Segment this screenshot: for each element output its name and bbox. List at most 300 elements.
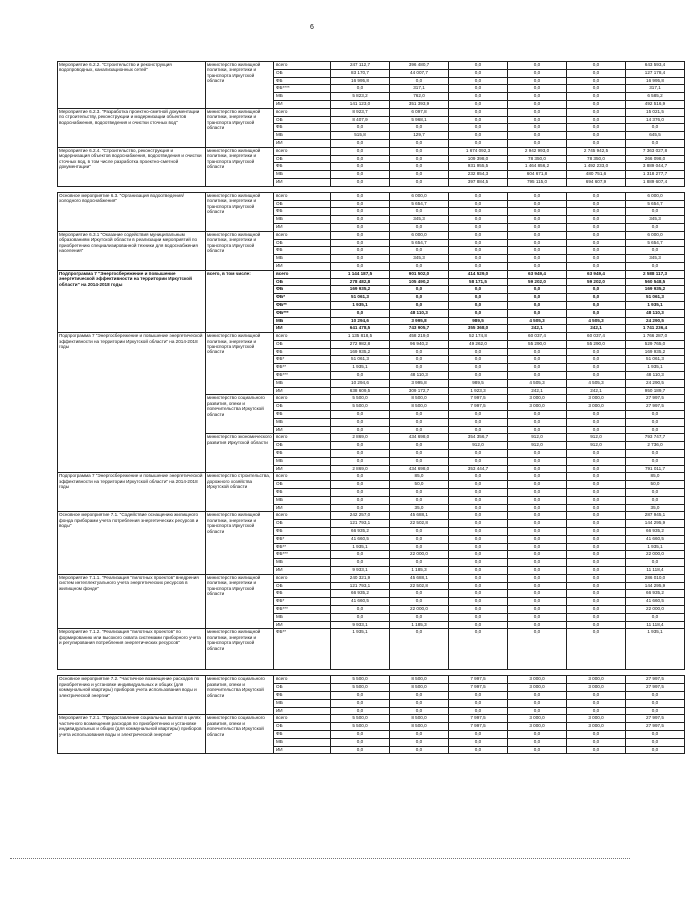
amount-cell: 0,0 <box>331 442 390 450</box>
amount-cell: 414 529,0 <box>449 270 508 278</box>
amount-cell: 0,0 <box>626 691 685 699</box>
amount-cell: 0,0 <box>390 629 449 670</box>
amount-cell: 0,0 <box>449 457 508 465</box>
funding-source-cell: МБ <box>274 317 331 325</box>
amount-cell: 0,0 <box>508 574 567 582</box>
amount-cell: 0,0 <box>331 255 390 263</box>
program-name-cell: Подпрограмма 7 "Энергосбережение и повышение энергетической эффективности на территории Иркутской области" на 2014-2018 годы <box>58 270 206 332</box>
funding-source-cell: ОБ <box>274 403 331 411</box>
amount-cell: 0,0 <box>331 450 390 458</box>
amount-cell: 0,0 <box>567 262 626 270</box>
amount-cell: 0,0 <box>567 77 626 85</box>
amount-cell: 0,0 <box>331 707 390 715</box>
amount-cell: 247 112,7 <box>331 62 390 70</box>
funding-source-cell: ФБ <box>274 528 331 536</box>
amount-cell: 0,0 <box>449 559 508 567</box>
amount-cell: 35,0 <box>390 504 449 512</box>
amount-cell: 345,3 <box>390 216 449 224</box>
amount-cell: 643 593,4 <box>626 62 685 70</box>
amount-cell: 0,0 <box>331 699 390 707</box>
funding-source-cell: ФБ** <box>274 364 331 372</box>
amount-cell: 0,0 <box>567 730 626 738</box>
amount-cell: 0,0 <box>331 139 390 147</box>
amount-cell: 0,0 <box>331 496 390 504</box>
amount-cell: 0,0 <box>567 691 626 699</box>
amount-cell: 0,0 <box>508 108 567 116</box>
funding-source-cell: ИИ <box>274 139 331 147</box>
amount-cell: 0,0 <box>508 356 567 364</box>
table-row <box>58 192 685 200</box>
amount-cell: 14 376,0 <box>626 116 685 124</box>
amount-cell: 0,0 <box>508 613 567 621</box>
funding-source-cell: ФБ <box>274 730 331 738</box>
amount-cell: 912,0 <box>567 442 626 450</box>
amount-cell: 55 290,0 <box>508 340 567 348</box>
funding-source-cell: МБ <box>274 613 331 621</box>
executor-cell: министерство социального развития, опеки и попечительства Иркутской области <box>206 715 274 754</box>
amount-cell: 0,0 <box>508 192 567 200</box>
amount-cell: 0,0 <box>390 613 449 621</box>
amount-cell: 51 061,3 <box>331 356 390 364</box>
amount-cell: 0,0 <box>390 364 449 372</box>
amount-cell: 85,0 <box>390 473 449 481</box>
amount-cell: 0,0 <box>449 93 508 101</box>
funding-source-cell: ИИ <box>274 746 331 754</box>
amount-cell: 11 118,4 <box>626 567 685 575</box>
amount-cell: 0,0 <box>331 192 390 200</box>
table-row <box>58 676 685 684</box>
amount-cell: 0,0 <box>508 605 567 613</box>
program-name-cell: Мероприятие 6.2.3. "Разработка проектно-сметной документации по строительству, реконструкции и модернизации объектов водоснабжения, водоотведения и очистки сточных вод" <box>58 108 206 147</box>
amount-cell: 0,0 <box>567 411 626 419</box>
program-name-cell: Мероприятие 7.1.1. "Реализация "пилотных проектов" внедрения систем интеллектуального учета энергетических ресурсов в жилищном фонде" <box>58 574 206 629</box>
amount-cell: 3 000,0 <box>567 715 626 723</box>
funding-source-cell: ОБ <box>274 200 331 208</box>
amount-cell: 0,0 <box>508 239 567 247</box>
amount-cell: 0,0 <box>567 139 626 147</box>
amount-cell: 0,0 <box>508 730 567 738</box>
amount-cell: 105 490,2 <box>390 278 449 286</box>
amount-cell: 0,0 <box>567 543 626 551</box>
amount-cell: 0,0 <box>567 746 626 754</box>
amount-cell: 0,0 <box>331 605 390 613</box>
amount-cell: 0,0 <box>449 348 508 356</box>
amount-cell: 0,0 <box>390 262 449 270</box>
amount-cell: 0,0 <box>449 116 508 124</box>
budget-table <box>57 61 685 754</box>
amount-cell: 0,0 <box>567 590 626 598</box>
funding-source-cell: МБ <box>274 418 331 426</box>
table-row <box>58 715 685 723</box>
funding-source-cell: ИИ <box>274 100 331 108</box>
amount-cell: 27 997,5 <box>626 395 685 403</box>
amount-cell: 3 000,0 <box>567 723 626 731</box>
amount-cell: 0,0 <box>331 426 390 434</box>
amount-cell: 0,0 <box>567 372 626 380</box>
amount-cell: 286 010,0 <box>626 574 685 582</box>
amount-cell: 0,0 <box>331 411 390 419</box>
amount-cell: 48 110,3 <box>390 372 449 380</box>
amount-cell: 0,0 <box>449 629 508 670</box>
amount-cell: 3 000,0 <box>567 684 626 692</box>
amount-cell: 0,0 <box>567 116 626 124</box>
amount-cell: 0,0 <box>449 239 508 247</box>
amount-cell: 3 000,0 <box>508 715 567 723</box>
amount-cell: 6 000,0 <box>390 231 449 239</box>
amount-cell: 0,0 <box>449 108 508 116</box>
amount-cell: 762,0 <box>390 93 449 101</box>
program-name-cell: Мероприятие 7.2.1. "Предоставление социальных выплат в целях частичного возмещения расходов по приобретению и установке индивидуальных и общих (для коммунальной квартиры) приборов учета использования воды и электрической энергии" <box>58 715 206 754</box>
amount-cell: 0,0 <box>567 496 626 504</box>
amount-cell: 0,0 <box>331 551 390 559</box>
funding-source-cell: МБ <box>274 132 331 140</box>
amount-cell: 0,0 <box>449 481 508 489</box>
amount-cell: 0,0 <box>567 69 626 77</box>
amount-cell: 266 098,0 <box>626 155 685 163</box>
funding-source-cell: всего <box>274 147 331 155</box>
amount-cell: 49 262,0 <box>449 340 508 348</box>
funding-source-cell: всего <box>274 62 331 70</box>
amount-cell: 63 949,4 <box>508 270 567 278</box>
amount-cell: 0,0 <box>508 348 567 356</box>
amount-cell: 141 123,0 <box>331 100 390 108</box>
amount-cell: 0,0 <box>449 286 508 294</box>
amount-cell: 0,0 <box>508 286 567 294</box>
amount-cell: 0,0 <box>390 590 449 598</box>
funding-source-cell: ФБ* <box>274 356 331 364</box>
amount-cell: 694 607,9 <box>567 178 626 186</box>
amount-cell: 0,0 <box>567 426 626 434</box>
amount-cell: 8 500,0 <box>390 403 449 411</box>
amount-cell: 127 178,4 <box>626 69 685 77</box>
amount-cell: 0,0 <box>449 262 508 270</box>
amount-cell: 7 997,5 <box>449 403 508 411</box>
funding-source-cell: МБ <box>274 699 331 707</box>
funding-source-cell: ОБ <box>274 239 331 247</box>
amount-cell: 0,0 <box>331 309 390 317</box>
amount-cell: 5 654,7 <box>390 200 449 208</box>
table-row <box>58 270 685 278</box>
amount-cell: 0,0 <box>331 473 390 481</box>
amount-cell: 27 997,5 <box>626 676 685 684</box>
amount-cell: 0,0 <box>331 559 390 567</box>
amount-cell: 0,0 <box>508 85 567 93</box>
funding-source-cell: ИИ <box>274 178 331 186</box>
amount-cell: 0,0 <box>508 93 567 101</box>
program-name-cell: Подпрограмма 7 "Энергосбережение и повышение энергетической эффективности на территории Иркутской области" на 2014-2018 годы <box>58 333 206 473</box>
funding-source-cell: ФБ* <box>274 535 331 543</box>
amount-cell: 0,0 <box>449 426 508 434</box>
amount-cell: 0,0 <box>567 301 626 309</box>
amount-cell: 1 935,1 <box>626 629 685 670</box>
amount-cell: 0,0 <box>567 418 626 426</box>
amount-cell: 0,0 <box>626 139 685 147</box>
amount-cell: 0,0 <box>567 124 626 132</box>
amount-cell: 0,0 <box>390 294 449 302</box>
amount-cell: 0,0 <box>626 730 685 738</box>
table-row <box>58 147 685 155</box>
funding-source-cell: МБ <box>274 496 331 504</box>
amount-cell: 0,0 <box>508 707 567 715</box>
funding-source-cell: всего <box>274 192 331 200</box>
funding-source-cell: ФБ <box>274 286 331 294</box>
funding-source-cell: ФБ <box>274 208 331 216</box>
amount-cell: 7 363 027,8 <box>626 147 685 155</box>
amount-cell: 0,0 <box>626 496 685 504</box>
amount-cell: 5 654,7 <box>626 200 685 208</box>
amount-cell: 7 997,5 <box>449 684 508 692</box>
amount-cell: 604 671,8 <box>508 171 567 179</box>
amount-cell: 58 171,5 <box>449 278 508 286</box>
amount-cell: 0,0 <box>567 85 626 93</box>
amount-cell: 6 000,0 <box>390 192 449 200</box>
funding-source-cell: ИИ <box>274 567 331 575</box>
executor-cell: министерство социального развития, опеки и попечительства Иркутской области <box>206 395 274 434</box>
amount-cell: 41 660,5 <box>331 598 390 606</box>
amount-cell: 0,0 <box>390 707 449 715</box>
amount-cell: 0,0 <box>449 69 508 77</box>
amount-cell: 121 793,1 <box>331 582 390 590</box>
amount-cell: 0,0 <box>449 139 508 147</box>
amount-cell: 3 889 044,7 <box>626 163 685 171</box>
amount-cell: 6 097,8 <box>390 108 449 116</box>
executor-cell: министерство жилищной политики, энергетики и транспорта Иркутской области <box>206 333 274 395</box>
amount-cell: 41 660,5 <box>331 535 390 543</box>
amount-cell: 0,0 <box>449 62 508 70</box>
amount-cell: 0,0 <box>331 372 390 380</box>
amount-cell: 0,0 <box>390 139 449 147</box>
amount-cell: 5 654,7 <box>390 239 449 247</box>
amount-cell: 0,0 <box>390 489 449 497</box>
amount-cell: 4 505,3 <box>508 317 567 325</box>
amount-cell: 0,0 <box>626 707 685 715</box>
funding-source-cell: всего <box>274 395 331 403</box>
amount-cell: 1 464 856,2 <box>508 163 567 171</box>
amount-cell: 1 935,1 <box>626 543 685 551</box>
amount-cell: 0,0 <box>331 208 390 216</box>
table-row <box>58 473 685 481</box>
table-row <box>58 574 685 582</box>
amount-cell: 22 000,0 <box>390 605 449 613</box>
amount-cell: 52 174,8 <box>449 333 508 341</box>
scan-edge-line <box>10 858 630 859</box>
funding-source-cell: всего <box>274 473 331 481</box>
amount-cell: 3 000,0 <box>567 403 626 411</box>
amount-cell: 0,0 <box>449 746 508 754</box>
amount-cell: 8 500,0 <box>390 395 449 403</box>
amount-cell: 0,0 <box>567 100 626 108</box>
amount-cell: 0,0 <box>567 255 626 263</box>
amount-cell: 51 061,3 <box>331 294 390 302</box>
amount-cell: 0,0 <box>508 535 567 543</box>
amount-cell: 0,0 <box>390 450 449 458</box>
program-name-cell: Мероприятие 6.2.4. "Строительство, реконструкция и модернизация объектов водоснабжения, водоотведения и очистки сточных вод, в том числе разработка проектно-сметной документации" <box>58 147 206 186</box>
amount-cell: 59 202,0 <box>508 278 567 286</box>
funding-source-cell: ОБ <box>274 481 331 489</box>
amount-cell: 5 968,1 <box>390 116 449 124</box>
amount-cell: 0,0 <box>626 746 685 754</box>
amount-cell: 63 949,4 <box>567 270 626 278</box>
amount-cell: 317,1 <box>390 85 449 93</box>
amount-cell: 8 923,7 <box>331 108 390 116</box>
executor-cell: министерство жилищной политики, энергетики и транспорта Иркутской области <box>206 629 274 670</box>
amount-cell: 0,0 <box>390 208 449 216</box>
amount-cell: 287 945,1 <box>626 512 685 520</box>
amount-cell: 0,0 <box>508 216 567 224</box>
amount-cell: 0,0 <box>567 738 626 746</box>
amount-cell: 0,0 <box>508 426 567 434</box>
executor-cell: министерство экономического развития Иркутской области <box>206 434 274 473</box>
amount-cell: 0,0 <box>567 223 626 231</box>
amount-cell: 345,3 <box>626 255 685 263</box>
amount-cell: 0,0 <box>508 364 567 372</box>
amount-cell: 0,0 <box>331 85 390 93</box>
amount-cell: 351 393,9 <box>390 100 449 108</box>
amount-cell: 791 011,7 <box>626 465 685 473</box>
amount-cell: 242,1 <box>567 387 626 395</box>
funding-source-cell: всего <box>274 512 331 520</box>
amount-cell: 0,0 <box>449 132 508 140</box>
amount-cell: 0,0 <box>331 239 390 247</box>
amount-cell: 5 823,2 <box>331 93 390 101</box>
amount-cell: 743 905,7 <box>390 325 449 333</box>
funding-source-cell: МБ <box>274 171 331 179</box>
amount-cell: 0,0 <box>390 124 449 132</box>
amount-cell: 10 294,6 <box>331 379 390 387</box>
amount-cell: 0,0 <box>449 208 508 216</box>
amount-cell: 0,0 <box>508 124 567 132</box>
amount-cell: 3 000,0 <box>508 723 567 731</box>
amount-cell: 1 935,1 <box>626 301 685 309</box>
amount-cell: 0,0 <box>626 450 685 458</box>
amount-cell: 7 997,5 <box>449 723 508 731</box>
amount-cell: 85,0 <box>626 473 685 481</box>
amount-cell: 0,0 <box>567 309 626 317</box>
amount-cell: 0,0 <box>567 294 626 302</box>
amount-cell: 0,0 <box>567 239 626 247</box>
amount-cell: 3 000,0 <box>567 676 626 684</box>
amount-cell: 0,0 <box>508 496 567 504</box>
funding-source-cell: ФБ <box>274 124 331 132</box>
funding-source-cell: ФБ* <box>274 598 331 606</box>
amount-cell: 0,0 <box>331 200 390 208</box>
funding-source-cell: ФБ*** <box>274 551 331 559</box>
amount-cell: 27 997,5 <box>626 723 685 731</box>
amount-cell: 0,0 <box>567 613 626 621</box>
amount-cell: 2 745 942,5 <box>567 147 626 155</box>
amount-cell: 0,0 <box>508 590 567 598</box>
amount-cell: 989,5 <box>449 379 508 387</box>
funding-source-cell: ФБ <box>274 450 331 458</box>
amount-cell: 27 997,5 <box>626 684 685 692</box>
amount-cell: 0,0 <box>331 613 390 621</box>
amount-cell: 492 516,9 <box>626 100 685 108</box>
amount-cell: 0,0 <box>449 738 508 746</box>
amount-cell: 3 000,0 <box>508 395 567 403</box>
amount-cell: 0,0 <box>567 551 626 559</box>
funding-source-cell: ОБ <box>274 723 331 731</box>
executor-cell: министерство строительства, дорожного хозяйства Иркутской области <box>206 473 274 512</box>
amount-cell: 169 935,2 <box>626 348 685 356</box>
amount-cell: 0,0 <box>567 93 626 101</box>
amount-cell: 353 444,7 <box>449 465 508 473</box>
program-name-cell: Основное мероприятие 7.1. "Содействие оснащению жилищного фонда приборами учета потребления энергетических ресурсов и воды" <box>58 512 206 574</box>
amount-cell: 0,0 <box>567 348 626 356</box>
amount-cell: 4 505,3 <box>567 317 626 325</box>
executor-cell: министерство жилищной политики, энергетики и транспорта Иркутской области <box>206 62 274 109</box>
amount-cell: 0,0 <box>449 489 508 497</box>
amount-cell: 1 935,1 <box>331 364 390 372</box>
amount-cell: 0,0 <box>449 582 508 590</box>
amount-cell: 0,0 <box>508 567 567 575</box>
amount-cell: 3 995,8 <box>390 317 449 325</box>
amount-cell: 0,0 <box>390 457 449 465</box>
amount-cell: 0,0 <box>449 372 508 380</box>
amount-cell: 0,0 <box>626 613 685 621</box>
amount-cell: 0,0 <box>508 551 567 559</box>
amount-cell: 242,1 <box>508 387 567 395</box>
amount-cell: 22 502,8 <box>390 582 449 590</box>
funding-source-cell: всего <box>274 108 331 116</box>
amount-cell: 0,0 <box>626 426 685 434</box>
amount-cell: 0,0 <box>508 520 567 528</box>
amount-cell: 0,0 <box>626 247 685 255</box>
amount-cell: 240 321,9 <box>331 574 390 582</box>
funding-source-cell: ИИ <box>274 504 331 512</box>
amount-cell: 60 037,4 <box>567 333 626 341</box>
amount-cell: 66 935,2 <box>626 590 685 598</box>
amount-cell: 0,0 <box>331 481 390 489</box>
amount-cell: 22 000,0 <box>390 551 449 559</box>
amount-cell: 0,0 <box>390 543 449 551</box>
amount-cell: 3 000,0 <box>508 403 567 411</box>
amount-cell: 0,0 <box>626 559 685 567</box>
amount-cell: 0,0 <box>449 613 508 621</box>
amount-cell: 0,0 <box>567 489 626 497</box>
amount-cell: 109 398,0 <box>449 155 508 163</box>
funding-source-cell: ФБ** <box>274 629 331 670</box>
executor-cell: министерство жилищной политики, энергетики и транспорта Иркутской области <box>206 108 274 147</box>
funding-source-cell: МБ <box>274 93 331 101</box>
amount-cell: 0,0 <box>390 163 449 171</box>
amount-cell: 0,0 <box>567 108 626 116</box>
funding-source-cell: ФБ*** <box>274 309 331 317</box>
amount-cell: 0,0 <box>567 286 626 294</box>
budget-table-body <box>58 62 685 754</box>
amount-cell: 9 933,1 <box>331 621 390 629</box>
amount-cell: 0,0 <box>331 418 390 426</box>
amount-cell: 0,0 <box>390 496 449 504</box>
funding-source-cell: ОБ <box>274 116 331 124</box>
amount-cell: 0,0 <box>449 473 508 481</box>
executor-cell: министерство жилищной политики, энергетики и транспорта Иркутской области <box>206 512 274 574</box>
amount-cell: 0,0 <box>508 699 567 707</box>
funding-source-cell: всего <box>274 231 331 239</box>
amount-cell: 0,0 <box>508 231 567 239</box>
amount-cell: 795 115,0 <box>508 178 567 186</box>
funding-source-cell: МБ <box>274 738 331 746</box>
amount-cell: 22 502,8 <box>390 520 449 528</box>
amount-cell: 0,0 <box>567 216 626 224</box>
amount-cell: 0,0 <box>390 691 449 699</box>
amount-cell: 2 942 993,0 <box>508 147 567 155</box>
funding-source-cell: ФБ <box>274 411 331 419</box>
amount-cell: 0,0 <box>508 132 567 140</box>
executor-cell: министерство социального развития, опеки и попечительства Иркутской области <box>206 676 274 715</box>
amount-cell: 0,0 <box>331 231 390 239</box>
amount-cell: 0,0 <box>567 356 626 364</box>
funding-source-cell: ОБ <box>274 155 331 163</box>
